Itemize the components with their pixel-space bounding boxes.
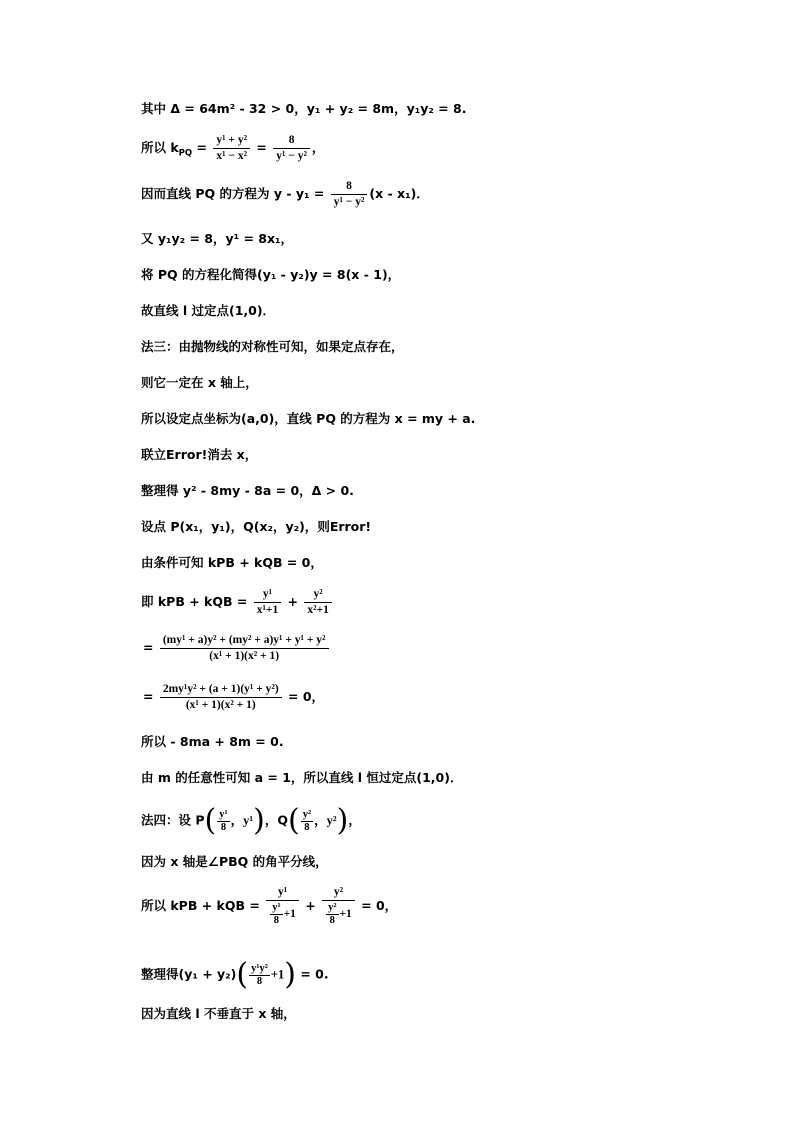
paren-right: )	[253, 803, 265, 838]
text: =	[143, 689, 158, 704]
denominator: y¹ − y²	[276, 150, 307, 162]
text: = 0.	[295, 966, 329, 982]
text: 整理得(y₁ + y₂)	[141, 966, 237, 982]
numerator: 8	[273, 134, 310, 149]
text: ，	[311, 140, 325, 155]
text-line-16	[143, 683, 324, 712]
denominator: y¹ − y²	[333, 196, 365, 208]
text-line-6: 故直线 l 过定点(1,0)．	[141, 303, 276, 318]
text: 所以 kPB + kQB =	[141, 898, 265, 913]
paren-right: )	[336, 803, 349, 838]
fraction	[326, 902, 338, 927]
text: 因而直线 PQ 的方程为 y - y₁ =	[141, 186, 329, 201]
fraction	[270, 902, 282, 927]
text-line-9: 所以设定点坐标为(a,0)，直线 PQ 的方程为 x = my + a.	[141, 411, 476, 426]
text: =	[252, 140, 272, 155]
denominator: 8	[304, 821, 310, 833]
numerator: y¹	[219, 808, 228, 820]
denominator: 8	[329, 915, 335, 926]
text: ，y²	[314, 813, 337, 828]
denominator	[322, 901, 355, 927]
denominator: 8	[256, 975, 263, 987]
denominator: x¹ − x²	[216, 150, 248, 162]
numerator: y¹	[272, 902, 281, 913]
text: +1	[339, 908, 352, 921]
denominator: x²+1	[307, 604, 329, 616]
text-line-1: 其中 Δ = 64m² - 32 > 0，y₁ + y₂ = 8m，y₁y₂ = 8.	[141, 101, 467, 116]
text: = 0，	[283, 689, 325, 704]
numerator: y²	[322, 886, 355, 901]
text: +	[283, 594, 303, 609]
denominator: (x¹ + 1)(x² + 1)	[185, 699, 256, 711]
numerator: y²	[328, 902, 337, 913]
numerator: y²	[302, 808, 312, 820]
text-line-7: 法三：由抛物线的对称性可知，如果定点存在，	[141, 339, 404, 354]
numerator: 8	[331, 180, 368, 195]
text-line-14	[141, 588, 334, 617]
fraction	[322, 886, 355, 927]
text-line-19	[141, 803, 361, 838]
text-line-12: 设点 P(x₁，y₁)，Q(x₂，y₂)，则Error!	[141, 519, 372, 534]
text-line-3	[141, 180, 429, 209]
fraction	[301, 809, 313, 834]
text: +	[300, 898, 321, 913]
text-line-10: 联立Error!消去 x，	[141, 447, 258, 462]
text: ，y¹	[230, 813, 254, 828]
denominator	[266, 901, 299, 927]
text-line-2	[141, 134, 324, 163]
text-line-11: 整理得 y² - 8my - 8a = 0，Δ > 0.	[141, 483, 354, 498]
fraction	[249, 963, 270, 988]
denominator: 8	[220, 821, 227, 833]
text-line-22	[141, 957, 329, 992]
paren-left: (	[288, 803, 300, 838]
text-line-20: 因为 x 轴是∠PBQ 的角平分线，	[141, 854, 328, 869]
paren-left: (	[236, 957, 249, 992]
numerator: y¹	[254, 588, 282, 603]
text-line-13: 由条件可知 kPB + kQB = 0，	[141, 555, 323, 570]
fraction	[304, 588, 332, 617]
subscript: PQ	[178, 148, 193, 159]
text-line-4: 又 y₁y₂ = 8，y¹ = 8x₁，	[141, 231, 294, 246]
text-line-18: 由 m 的任意性可知 a = 1，所以直线 l 恒过定点(1,0)．	[141, 770, 463, 785]
denominator: (x¹ + 1)(x² + 1)	[209, 650, 280, 662]
text: =	[143, 640, 158, 655]
fraction	[266, 886, 299, 927]
numerator: y¹y²	[251, 962, 268, 974]
text-line-15	[143, 634, 331, 663]
text: ，Q	[264, 812, 288, 828]
fraction	[331, 180, 368, 209]
text: +1	[283, 908, 296, 921]
text: (x - x₁)．	[369, 186, 429, 201]
text: 即 kPB + kQB =	[141, 594, 252, 609]
fraction	[160, 634, 329, 663]
text: = 0，	[356, 898, 398, 913]
fraction	[213, 134, 250, 163]
numerator: 2my¹y² + (a + 1)(y¹ + y²)	[160, 683, 282, 698]
paren-right: )	[284, 957, 296, 992]
paren-left: (	[204, 803, 217, 838]
fraction	[217, 809, 229, 834]
text-line-17: 所以 - 8ma + 8m = 0.	[141, 734, 284, 749]
fraction	[254, 588, 282, 617]
text: =	[192, 140, 212, 155]
text-line-8: 则它一定在 x 轴上，	[141, 375, 258, 390]
text: +1	[270, 967, 285, 982]
denominator: x¹+1	[256, 604, 279, 616]
text: 所以 k	[141, 140, 179, 155]
fraction	[273, 134, 310, 163]
numerator: y²	[304, 588, 332, 603]
denominator: 8	[273, 915, 280, 926]
text: 法四：设 P	[141, 812, 205, 828]
text-line-21	[141, 886, 397, 927]
text: ，	[348, 812, 361, 828]
text-line-5: 将 PQ 的方程化简得(y₁ - y₂)y = 8(x - 1)，	[141, 267, 401, 282]
numerator: y¹ + y²	[213, 134, 250, 149]
numerator: (my¹ + a)y² + (my² + a)y¹ + y¹ + y²	[160, 634, 329, 649]
numerator: y¹	[266, 886, 299, 901]
text-line-23: 因为直线 l 不垂直于 x 轴，	[141, 1006, 296, 1021]
fraction	[160, 683, 282, 712]
